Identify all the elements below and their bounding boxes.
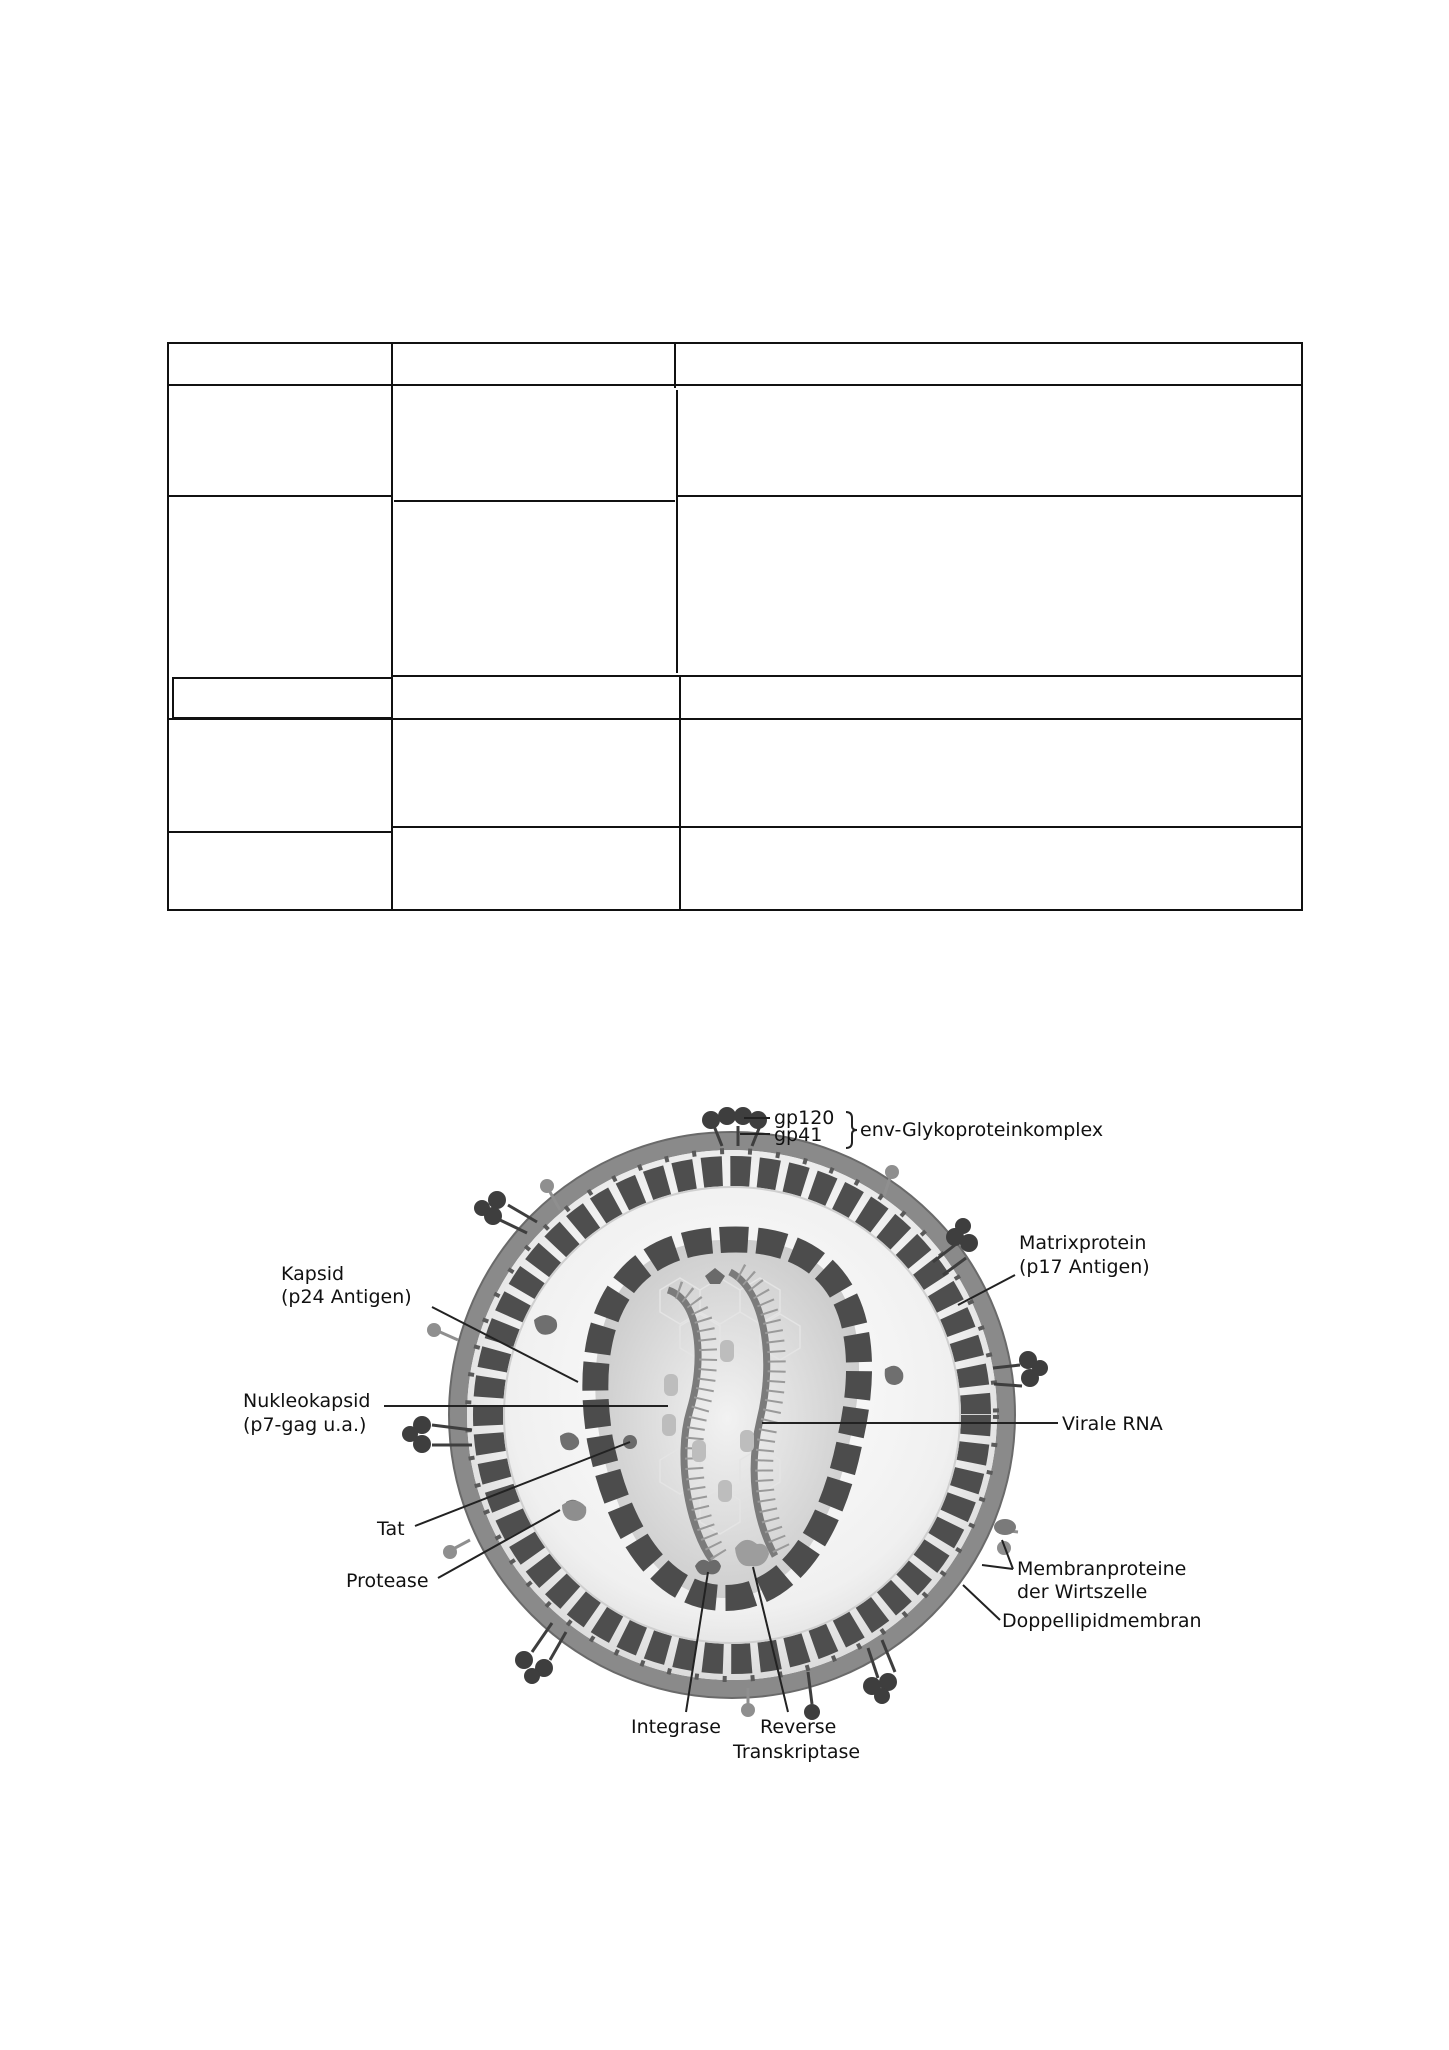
label-membranproteine-2: der Wirtszelle [1017,1581,1148,1603]
label-membranproteine-1: Membranproteine [1017,1558,1187,1580]
hiv-virion-illustration [240,1105,1225,1768]
empty-table [168,343,1302,910]
label-gp120: gp120 [774,1107,835,1129]
label-matrix-1: Matrixprotein [1019,1232,1147,1254]
label-reverse-1: Reverse [760,1716,837,1738]
label-doppellipidmembran: Doppellipidmembran [1002,1610,1202,1632]
label-reverse-2: Transkriptase [733,1741,861,1763]
label-nukleokapsid-1: Nukleokapsid [243,1390,371,1412]
label-matrix-2: (p17 Antigen) [1019,1256,1150,1278]
label-nukleokapsid-2: (p7-gag u.a.) [243,1414,367,1436]
label-tat: Tat [377,1518,405,1540]
label-kapsid-2: (p24 Antigen) [281,1286,412,1308]
label-kapsid-1: Kapsid [281,1263,345,1285]
label-protease: Protease [346,1570,429,1592]
label-env-complex: env-Glykoproteinkomplex [860,1119,1104,1141]
table-small-cell [173,678,392,718]
label-virale-rna: Virale RNA [1062,1413,1163,1435]
label-gp41: gp41 [774,1124,823,1146]
label-integrase: Integrase [631,1716,721,1738]
table-outer-border [168,343,1302,910]
